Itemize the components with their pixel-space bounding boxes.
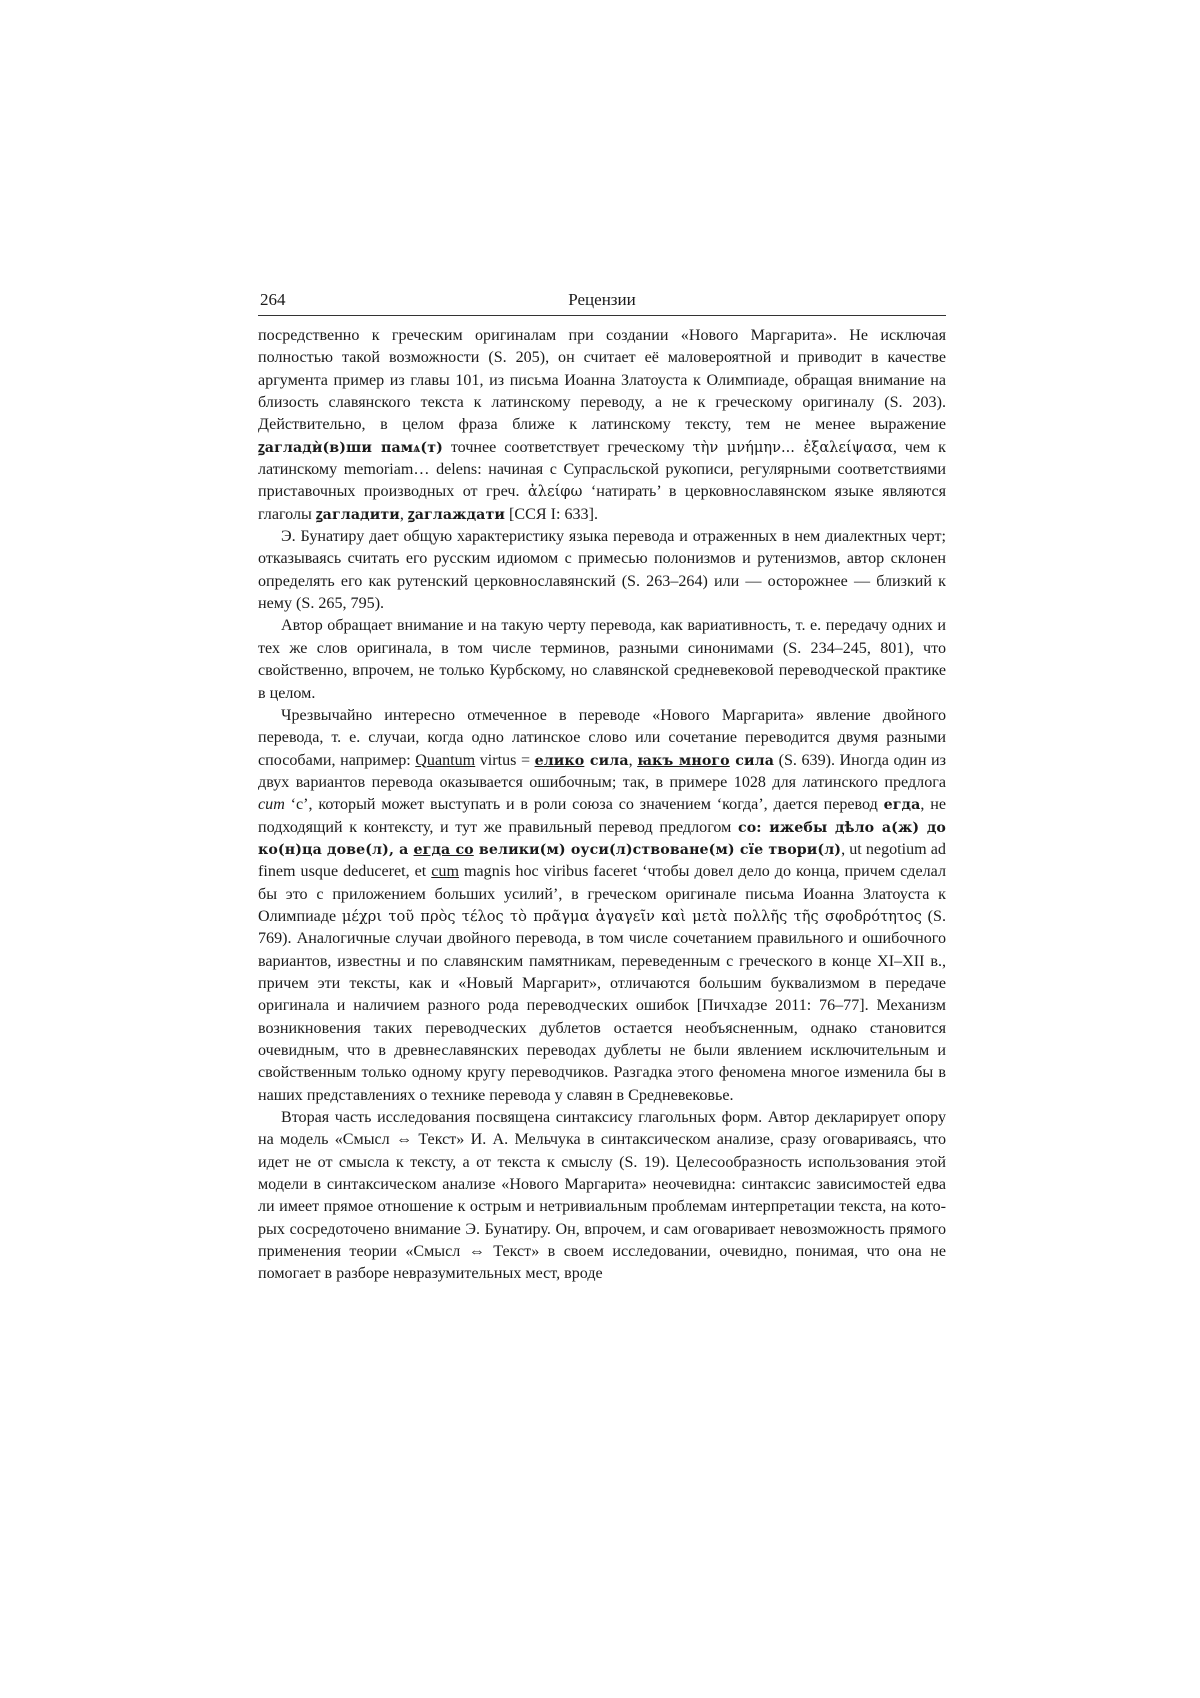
- underlined-word: Quantum: [415, 751, 476, 769]
- slavonic-quote: сила: [584, 752, 629, 769]
- paragraph: Автор обращает внимание и на такую черту перевода, как вариативность, т. е. передачу одних и тех же слов оригинала, в том числе терминов, разными синонимами (S. 234–245, 801), что свойственно, впрочем, не только Курбскому, но славянской средневековой переводческой практике в целом.: [258, 617, 946, 702]
- text-run: ‘с’, который может выступать и в роли союза со значением ‘когда’, дается перевод: [284, 796, 884, 814]
- running-header: [258, 289, 946, 316]
- paragraph: Вторая часть исследования посвящена синтаксису глагольных форм. Автор декларирует опору на модель «Смысл ⇔ Текст» И. А. Мельчука в синтаксическом анализе, сразу оговариваясь, что идет не от смысла к тексту, а от текста к смыслу (S. 19). Целесообразность использования этой модели в синтаксическом анализе «Нового Маргарита» неочевидна: синтаксис зависимостей едва ли имеет прямое отношение к острым и нетривиальным проблемам интерпретации текста, на которых сосредоточено внимание Э. Бунатиру. Он, впрочем, и сам оговаривает невозможность прямого применения теории «Смысл ⇔ Текст» в своем исследовании, очевидно, понимая, что она не помогает в разборе невразумительных мест, вроде: [258, 1109, 946, 1283]
- slavonic-quote: ꙗкъ много: [637, 752, 730, 769]
- article-body: [258, 325, 946, 1286]
- text-run: посредственно к греческим оригиналам при создании «Нового Маргарита». Не исключая полностью такой возможности (S. 205), он считает её маловероятной и приводит в качестве аргумента пример из главы 101, из письма Иоанна Златоуста к Олимпиаде, обращая внимание на близость славянского текста к латинскому переводу, а не к греческому оригиналу (S. 203). Действительно, в целом фраза ближе к латинскому тексту, тем не менее выражение: [258, 327, 946, 434]
- section-title: Рецензии: [568, 290, 636, 309]
- paragraph: [258, 705, 946, 1107]
- greek-quote: ἀλείφω: [527, 483, 583, 501]
- text-run: (S. 769). Аналогичные случаи двойного перевода, в том числе сочетанием правильного и ошибочного вариантов, известны и по славянским памятникам, переведенным с греческого в конце XI–XII в., причем эти тексты, как и «Новый Маргарит», отличаются большим буквализмом в передаче оригинала и наличием разного рода переводческих ошибок [Пичхадзе 2011: 76–77]. Механизм возникновения таких переводческих дублетов остается необъясненным, однако становится очевидным, что в древнеславянских переводах дублеты не были явлением исключительным и свойственным только одному кругу переводчиков. Разгадка этого феномена многое изменила бы в наших представлениях о технике перевода у славян в Средневековье.: [258, 907, 946, 1104]
- paragraph: Э. Бунатиру дает общую характеристику языка перевода и отраженных в нем диалектных черт; отказываясь считать его русским идиомом с примесью полонизмов и рутенизмов, автор склонен определять его как рутенский церковнославянский (S. 263–264) или — осторожнее — близкий к нему (S. 265, 795).: [258, 528, 946, 613]
- text-run: ‘натирать’ в церковнославянском языке являются глаголы: [258, 483, 946, 523]
- text-run: точнее соответствует греческому: [442, 438, 693, 456]
- text-run: magnis hoc viribus faceret ‘чтобы довел дело до конца, причем сделал бы это с приложением больших усилий’, в греческом оригинале письма Иоанна Златоуста к Олимпиаде: [258, 863, 946, 925]
- greek-quote: τὴν μνήμην... ἐξαλείψασα: [692, 438, 893, 456]
- slavonic-quote: егда: [883, 797, 921, 814]
- text-run: ,: [399, 505, 408, 523]
- paragraph: [258, 325, 946, 526]
- slavonic-quote: ꙁаглаждати: [407, 506, 505, 523]
- slavonic-quote: со: ижебы дѣло а(ж) до ко(н)ца дове(л), а: [258, 819, 946, 858]
- slavonic-quote: ꙁагладити: [315, 506, 400, 523]
- text-run: ,: [628, 751, 638, 769]
- slavonic-quote: велики(м) оуси(л)ствоване(м) сїе твори(л): [473, 841, 842, 858]
- slavonic-quote: ꙁагладѝ(в)ши памѧ(т): [258, 439, 443, 456]
- text-run: , не подходящий к контексту, и тут же правильный перевод предлогом: [258, 796, 947, 836]
- text-run: virtus =: [475, 751, 535, 769]
- italic-word: cum: [258, 796, 285, 814]
- greek-quote: μέχρι τοῦ πρὸς τέλος τὸ πρᾶγμα ἀγαγεῖν καὶ μετὰ πολλῆς τῆς σφοδρότητος: [341, 907, 922, 925]
- underlined-word: cum: [431, 863, 459, 881]
- page: [258, 289, 946, 1286]
- slavonic-quote: сила: [729, 752, 775, 769]
- page-number: 264: [260, 290, 286, 309]
- slavonic-quote: егда со: [413, 841, 474, 858]
- slavonic-quote: елико: [534, 752, 585, 769]
- text-run: , ut negotium ad finem usque deduceret, et: [258, 840, 946, 881]
- text-run: (S. 639). Иногда один из двух вариантов перевода оказывается ошибочным; так, в примере 1028 для латинского предлога: [258, 751, 946, 791]
- text-run: , чем к латинскому memoriam… delens: начиная с Супрасльской рукописи, регулярными соответствиями приставочных производных от греч.: [258, 438, 947, 501]
- text-run: [ССЯ I: 633].: [504, 505, 598, 523]
- text-run: Чрезвычайно интересно отмеченное в переводе «Нового Маргарита» явление двойного перевода, т. е. случаи, когда одно латинское слово или сочетание переводится двумя разными способами, например:: [258, 706, 946, 769]
